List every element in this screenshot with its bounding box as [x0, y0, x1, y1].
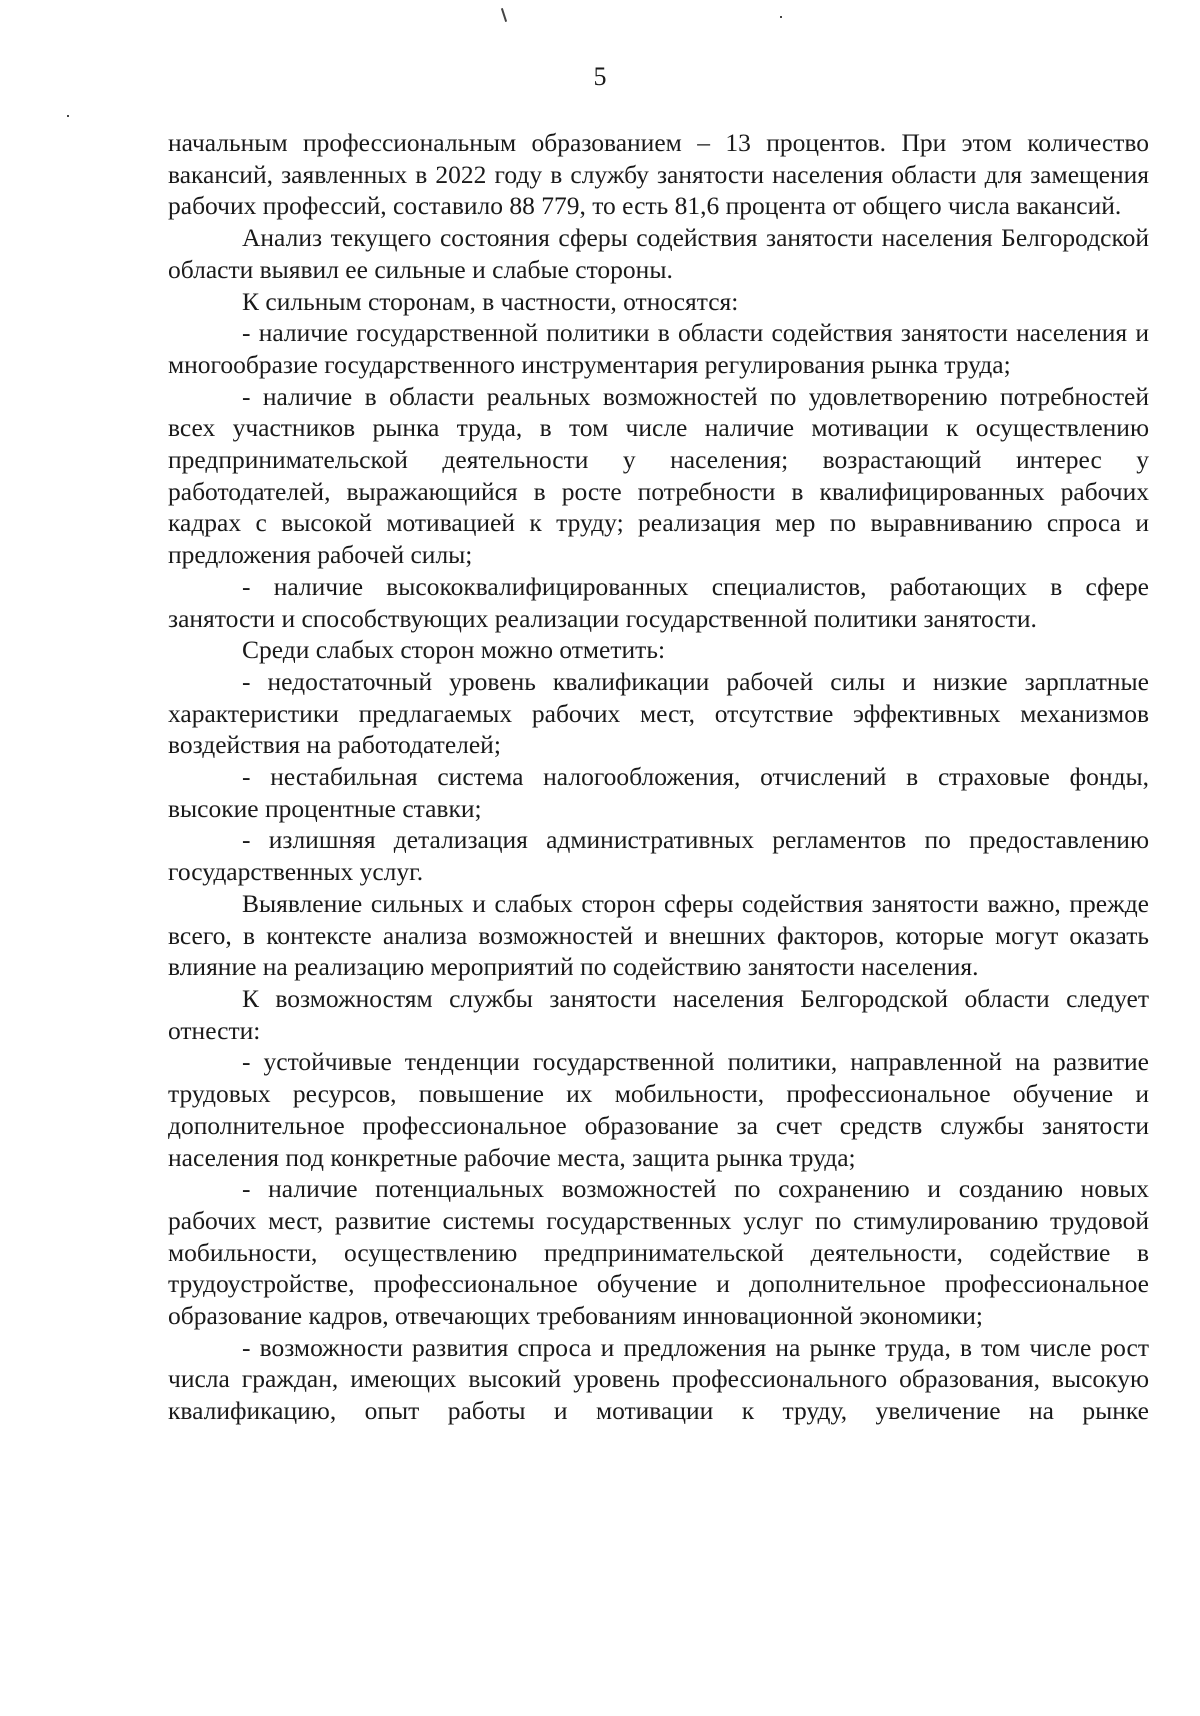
document-body	[168, 127, 1149, 1427]
scan-artifact	[501, 8, 507, 22]
list-item: - наличие государственной политики в области содействия занятости населения и многообразие государственного инструментария регулирования рынка труда;	[168, 318, 1149, 379]
paragraph: начальным профессиональным образованием – 13 процентов. При этом количество вакансий, заявленных в 2022 году в службу занятости населения области для замещения рабочих профессий, составило 88 779, то есть 81,6 процента от общего числа вакансий.	[168, 128, 1149, 221]
paragraph: Анализ текущего состояния сферы содействия занятости населения Белгородской области выявил ее сильные и слабые стороны.	[168, 223, 1149, 284]
list-item: - возможности развития спроса и предложения на рынке труда, в том числе рост числа граждан, имеющих высокий уровень профессионального образования, высокую квалификацию, опыт работы и мотивации к труду, увеличение на рынке	[168, 1332, 1149, 1426]
list-item: - наличие потенциальных возможностей по сохранению и созданию новых рабочих мест, развитие системы государственных услуг по стимулированию трудовой мобильности, осуществлению предпринимательской деятельности, содействие в трудоустройстве, профессиональное обучение и дополнительное профессиональное образование кадров, отвечающих требованиям инновационной экономики;	[168, 1174, 1149, 1331]
page-number: 5	[593, 62, 607, 91]
paragraph: К возможностям службы занятости населения Белгородской области следует отнести:	[168, 983, 1149, 1045]
list-item: - недостаточный уровень квалификации рабочей силы и низкие зарплатные характеристики предлагаемых рабочих мест, отсутствие эффективных механизмов воздействия на работодателей;	[168, 666, 1149, 760]
list-item: - наличие высококвалифицированных специалистов, работающих в сфере занятости и способствующих реализации государственной политики занятости.	[168, 571, 1149, 633]
list-item: - нестабильная система налогообложения, отчислений в страховые фонды, высокие процентные ставки;	[168, 762, 1149, 823]
paragraph: Среди слабых сторон можно отметить:	[242, 635, 666, 665]
paragraph: К сильным сторонам, в частности, относятся:	[242, 286, 739, 316]
paragraph: Выявление сильных и слабых сторон сферы содействия занятости важно, прежде всего, в контексте анализа возможностей и внешних факторов, которые могут оказать влияние на реализацию мероприятий по содействию занятости населения.	[168, 888, 1149, 982]
scan-artifact	[67, 115, 69, 117]
list-item: - наличие в области реальных возможностей по удовлетворению потребностей всех участников рынка труда, в том числе наличие мотивации к осуществлению предпринимательской деятельности у населения; возрастающий интерес у работодателей, выражающийся в росте потребности в квалифицированных рабочих кадрах с высокой мотивацией к труду; реализация мер по выравниванию спроса и предложения рабочей силы;	[168, 381, 1149, 570]
list-item: - излишняя детализация административных регламентов по предоставлению государственных услуг.	[168, 825, 1149, 887]
list-item: - устойчивые тенденции государственной политики, направленной на развитие трудовых ресурсов, повышение их мобильности, профессиональное обучение и дополнительное профессиональное образование за счет средств службы занятости населения под конкретные рабочие места, защита рынка труда;	[168, 1047, 1149, 1172]
scan-artifact	[780, 16, 782, 18]
